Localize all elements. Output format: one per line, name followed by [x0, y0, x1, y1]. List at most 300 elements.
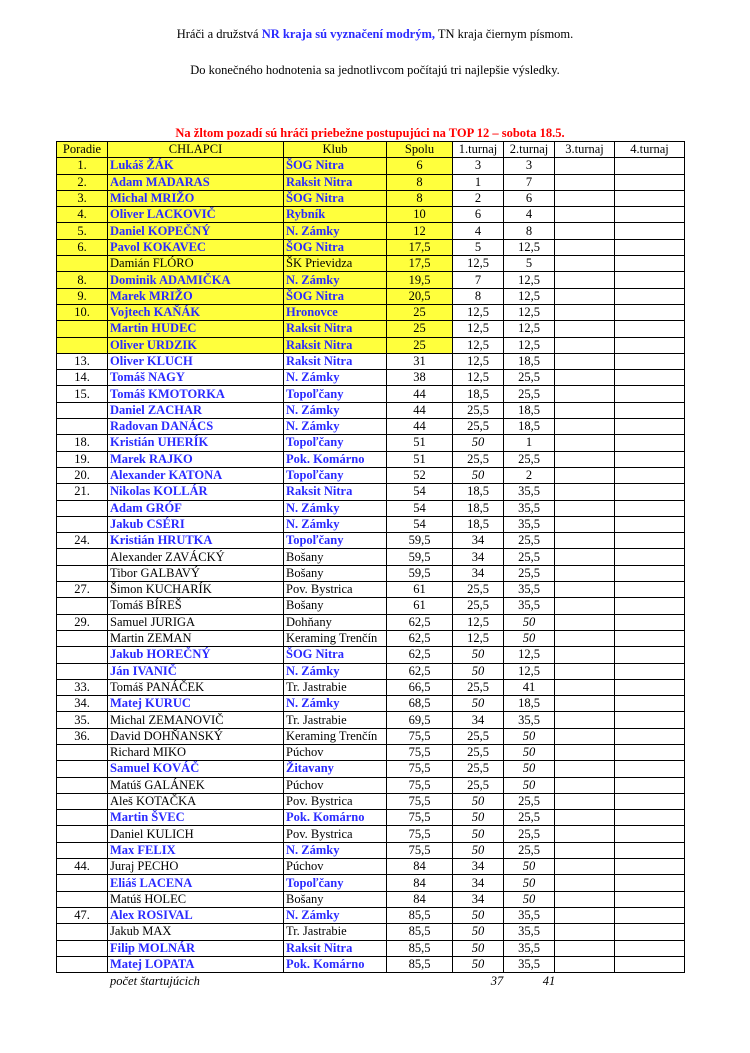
- club-cell: ŠOG Nitra: [284, 190, 387, 206]
- club-cell: Bošany: [284, 891, 387, 907]
- rank-cell: [57, 842, 108, 858]
- player-name-cell: Tomáš NAGY: [108, 370, 284, 386]
- rank-cell: 21.: [57, 484, 108, 500]
- tournament-4-cell: [615, 353, 685, 369]
- tournament-1-cell: 4: [453, 223, 504, 239]
- rank-cell: 9.: [57, 288, 108, 304]
- player-name-cell: Jakub HOREČNÝ: [108, 647, 284, 663]
- tournament-1-cell: 18,5: [453, 386, 504, 402]
- club-cell: Bošany: [284, 565, 387, 581]
- club-cell: Hronovce: [284, 304, 387, 320]
- player-name-cell: Michal ZEMANOVIČ: [108, 712, 284, 728]
- total-cell: 66,5: [387, 679, 453, 695]
- club-cell: N. Zámky: [284, 696, 387, 712]
- player-name-cell: Vojtech KAŇÁK: [108, 304, 284, 320]
- tournament-2-cell: 25,5: [504, 565, 555, 581]
- club-cell: N. Zámky: [284, 370, 387, 386]
- tournament-1-cell: 12,5: [453, 353, 504, 369]
- tournament-1-cell: 12,5: [453, 256, 504, 272]
- total-cell: 68,5: [387, 696, 453, 712]
- rank-cell: [57, 647, 108, 663]
- club-cell: Raksit Nitra: [284, 940, 387, 956]
- tournament-3-cell: [555, 907, 615, 923]
- tournament-3-cell: [555, 891, 615, 907]
- tournament-4-cell: [615, 712, 685, 728]
- club-cell: Raksit Nitra: [284, 484, 387, 500]
- club-cell: Keraming Trenčín: [284, 630, 387, 646]
- tournament-2-cell: 25,5: [504, 533, 555, 549]
- player-name-cell: Tomáš KMOTORKA: [108, 386, 284, 402]
- tournament-4-cell: [615, 614, 685, 630]
- tournament-4-cell: [615, 956, 685, 972]
- tournament-2-cell: 25,5: [504, 842, 555, 858]
- tournament-4-cell: [615, 467, 685, 483]
- tournament-1-cell: 3: [453, 158, 504, 174]
- club-cell: Bošany: [284, 598, 387, 614]
- results-table: [56, 141, 685, 973]
- tournament-2-cell: 50: [504, 891, 555, 907]
- tournament-4-cell: [615, 582, 685, 598]
- total-cell: 10: [387, 207, 453, 223]
- tournament-1-cell: 25,5: [453, 728, 504, 744]
- tournament-2-cell: 35,5: [504, 516, 555, 532]
- player-name-cell: Daniel KOPEČNÝ: [108, 223, 284, 239]
- club-cell: Topoľčany: [284, 386, 387, 402]
- tournament-2-cell: 35,5: [504, 598, 555, 614]
- player-name-cell: Samuel JURIGA: [108, 614, 284, 630]
- tournament-2-cell: 12,5: [504, 647, 555, 663]
- rank-cell: 33.: [57, 679, 108, 695]
- total-cell: 84: [387, 859, 453, 875]
- tournament-4-cell: [615, 940, 685, 956]
- tournament-2-cell: 25,5: [504, 793, 555, 809]
- club-cell: Pok. Komárno: [284, 956, 387, 972]
- tournament-2-cell: 12,5: [504, 272, 555, 288]
- club-cell: Bošany: [284, 549, 387, 565]
- player-name-cell: Ján IVANIČ: [108, 663, 284, 679]
- tournament-4-cell: [615, 288, 685, 304]
- tournament-3-cell: [555, 859, 615, 875]
- rank-cell: 15.: [57, 386, 108, 402]
- tournament-4-cell: [615, 174, 685, 190]
- starters-count-t2: 41: [542, 974, 556, 988]
- rank-cell: [57, 793, 108, 809]
- tournament-3-cell: [555, 174, 615, 190]
- tournament-4-cell: [615, 533, 685, 549]
- tournament-4-cell: [615, 810, 685, 826]
- tournament-2-cell: 50: [504, 630, 555, 646]
- table-row: [57, 598, 685, 614]
- tournament-3-cell: [555, 614, 615, 630]
- total-cell: 6: [387, 158, 453, 174]
- tournament-1-cell: 50: [453, 663, 504, 679]
- tournament-4-cell: [615, 223, 685, 239]
- tournament-2-cell: 1: [504, 435, 555, 451]
- tournament-1-cell: 12,5: [453, 321, 504, 337]
- player-name-cell: Damián FLÓRO: [108, 256, 284, 272]
- starters-label: počet štartujúcich: [110, 974, 200, 988]
- club-cell: Pov. Bystrica: [284, 582, 387, 598]
- club-cell: Tr. Jastrabie: [284, 679, 387, 695]
- tournament-1-cell: 12,5: [453, 630, 504, 646]
- tournament-4-cell: [615, 728, 685, 744]
- tournament-1-cell: 34: [453, 859, 504, 875]
- tournament-2-cell: 50: [504, 744, 555, 760]
- tournament-3-cell: [555, 190, 615, 206]
- club-cell: Topoľčany: [284, 875, 387, 891]
- header-club: Klub: [284, 142, 387, 158]
- player-name-cell: Filip MOLNÁR: [108, 940, 284, 956]
- tournament-2-cell: 50: [504, 875, 555, 891]
- tournament-3-cell: [555, 419, 615, 435]
- tournament-2-cell: 35,5: [504, 956, 555, 972]
- tournament-1-cell: 18,5: [453, 484, 504, 500]
- intro-text-blue: NR kraja sú vyznačení modrým,: [261, 27, 435, 41]
- tournament-4-cell: [615, 842, 685, 858]
- club-cell: Púchov: [284, 777, 387, 793]
- total-cell: 12: [387, 223, 453, 239]
- tournament-3-cell: [555, 956, 615, 972]
- tournament-1-cell: 50: [453, 647, 504, 663]
- club-cell: ŠOG Nitra: [284, 288, 387, 304]
- total-cell: 51: [387, 451, 453, 467]
- tournament-2-cell: 35,5: [504, 907, 555, 923]
- rank-cell: 18.: [57, 435, 108, 451]
- player-name-cell: Tomáš BÍREŠ: [108, 598, 284, 614]
- rank-cell: [57, 940, 108, 956]
- rank-cell: [57, 956, 108, 972]
- rank-cell: [57, 402, 108, 418]
- table-row: [57, 712, 685, 728]
- rank-cell: [57, 337, 108, 353]
- rank-cell: [57, 761, 108, 777]
- tournament-4-cell: [615, 663, 685, 679]
- rank-cell: 14.: [57, 370, 108, 386]
- player-name-cell: Aleš KOTAČKA: [108, 793, 284, 809]
- tournament-2-cell: 25,5: [504, 451, 555, 467]
- table-row: [57, 614, 685, 630]
- player-name-cell: Alexander KATONA: [108, 467, 284, 483]
- total-cell: 54: [387, 516, 453, 532]
- tournament-3-cell: [555, 207, 615, 223]
- tournament-4-cell: [615, 516, 685, 532]
- tournament-4-cell: [615, 777, 685, 793]
- tournament-2-cell: 50: [504, 761, 555, 777]
- tournament-3-cell: [555, 712, 615, 728]
- player-name-cell: Daniel ZACHAR: [108, 402, 284, 418]
- table-row: [57, 467, 685, 483]
- club-cell: N. Zámky: [284, 663, 387, 679]
- total-cell: 8: [387, 190, 453, 206]
- header-t1: 1.turnaj: [453, 142, 504, 158]
- total-cell: 62,5: [387, 663, 453, 679]
- tournament-3-cell: [555, 793, 615, 809]
- tournament-2-cell: 3: [504, 158, 555, 174]
- table-row: [57, 337, 685, 353]
- total-cell: 84: [387, 875, 453, 891]
- tournament-2-cell: 7: [504, 174, 555, 190]
- tournament-3-cell: [555, 353, 615, 369]
- total-cell: 75,5: [387, 793, 453, 809]
- tournament-4-cell: [615, 647, 685, 663]
- table-row: [57, 565, 685, 581]
- total-cell: 44: [387, 386, 453, 402]
- table-row: [57, 190, 685, 206]
- rank-cell: 44.: [57, 859, 108, 875]
- tournament-1-cell: 1: [453, 174, 504, 190]
- tournament-3-cell: [555, 842, 615, 858]
- rank-cell: 19.: [57, 451, 108, 467]
- total-cell: 75,5: [387, 810, 453, 826]
- tournament-1-cell: 34: [453, 712, 504, 728]
- tournament-3-cell: [555, 435, 615, 451]
- player-name-cell: Jakub MAX: [108, 924, 284, 940]
- tournament-2-cell: 41: [504, 679, 555, 695]
- club-cell: Púchov: [284, 859, 387, 875]
- rank-cell: [57, 663, 108, 679]
- rank-cell: 36.: [57, 728, 108, 744]
- table-row: [57, 728, 685, 744]
- table-row: [57, 223, 685, 239]
- player-name-cell: Matej KURUC: [108, 696, 284, 712]
- rank-cell: 29.: [57, 614, 108, 630]
- tournament-3-cell: [555, 582, 615, 598]
- player-name-cell: Matúš HOLEC: [108, 891, 284, 907]
- tournament-2-cell: 25,5: [504, 826, 555, 842]
- intro-line-2: Do konečného hodnotenia sa jednotlivcom počítajú tri najlepšie výsledky.: [190, 63, 560, 77]
- table-row: [57, 875, 685, 891]
- player-name-cell: Martin ZEMAN: [108, 630, 284, 646]
- table-row: [57, 370, 685, 386]
- player-name-cell: David DOHŇANSKÝ: [108, 728, 284, 744]
- total-cell: 85,5: [387, 940, 453, 956]
- results-body: [57, 158, 685, 973]
- tournament-4-cell: [615, 484, 685, 500]
- tournament-3-cell: [555, 549, 615, 565]
- tournament-4-cell: [615, 793, 685, 809]
- tournament-4-cell: [615, 598, 685, 614]
- rank-cell: [57, 826, 108, 842]
- tournament-3-cell: [555, 647, 615, 663]
- rank-cell: [57, 777, 108, 793]
- player-name-cell: Radovan DANÁCS: [108, 419, 284, 435]
- table-row: [57, 630, 685, 646]
- rank-cell: [57, 875, 108, 891]
- table-row: [57, 744, 685, 760]
- tournament-2-cell: 50: [504, 728, 555, 744]
- tournament-1-cell: 7: [453, 272, 504, 288]
- tournament-4-cell: [615, 500, 685, 516]
- total-cell: 44: [387, 419, 453, 435]
- rank-cell: [57, 891, 108, 907]
- total-cell: 54: [387, 484, 453, 500]
- tournament-3-cell: [555, 826, 615, 842]
- rank-cell: [57, 598, 108, 614]
- total-cell: 25: [387, 304, 453, 320]
- tournament-3-cell: [555, 239, 615, 255]
- player-name-cell: Juraj PECHO: [108, 859, 284, 875]
- tournament-2-cell: 8: [504, 223, 555, 239]
- club-cell: N. Zámky: [284, 907, 387, 923]
- header-t3: 3.turnaj: [555, 142, 615, 158]
- rank-cell: [57, 256, 108, 272]
- tournament-4-cell: [615, 891, 685, 907]
- tournament-4-cell: [615, 256, 685, 272]
- total-cell: 69,5: [387, 712, 453, 728]
- tournament-3-cell: [555, 451, 615, 467]
- tournament-2-cell: 35,5: [504, 582, 555, 598]
- tournament-2-cell: 50: [504, 614, 555, 630]
- tournament-2-cell: 35,5: [504, 500, 555, 516]
- tournament-3-cell: [555, 696, 615, 712]
- rank-cell: [57, 744, 108, 760]
- tournament-3-cell: [555, 761, 615, 777]
- tournament-3-cell: [555, 598, 615, 614]
- tournament-4-cell: [615, 826, 685, 842]
- table-row: [57, 435, 685, 451]
- header-name: CHLAPCI: [108, 142, 284, 158]
- tournament-2-cell: 5: [504, 256, 555, 272]
- club-cell: Dohňany: [284, 614, 387, 630]
- rank-cell: [57, 419, 108, 435]
- player-name-cell: Matúš GALÁNEK: [108, 777, 284, 793]
- player-name-cell: Adam GRÓF: [108, 500, 284, 516]
- tournament-4-cell: [615, 190, 685, 206]
- rank-cell: 20.: [57, 467, 108, 483]
- tournament-4-cell: [615, 304, 685, 320]
- player-name-cell: Richard MIKO: [108, 744, 284, 760]
- club-cell: Keraming Trenčín: [284, 728, 387, 744]
- rank-cell: [57, 549, 108, 565]
- tournament-4-cell: [615, 370, 685, 386]
- club-cell: N. Zámky: [284, 500, 387, 516]
- tournament-3-cell: [555, 500, 615, 516]
- table-row: [57, 859, 685, 875]
- club-cell: N. Zámky: [284, 516, 387, 532]
- tournament-1-cell: 25,5: [453, 761, 504, 777]
- tournament-1-cell: 34: [453, 549, 504, 565]
- tournament-1-cell: 34: [453, 565, 504, 581]
- total-cell: 75,5: [387, 842, 453, 858]
- tournament-4-cell: [615, 435, 685, 451]
- player-name-cell: Alex ROSIVAL: [108, 907, 284, 923]
- table-row: [57, 158, 685, 174]
- tournament-3-cell: [555, 533, 615, 549]
- club-cell: Topoľčany: [284, 435, 387, 451]
- table-row: [57, 777, 685, 793]
- rank-cell: [57, 810, 108, 826]
- tournament-2-cell: 12,5: [504, 288, 555, 304]
- tournament-4-cell: [615, 679, 685, 695]
- tournament-4-cell: [615, 761, 685, 777]
- header-row: [57, 142, 685, 158]
- club-cell: Raksit Nitra: [284, 353, 387, 369]
- rank-cell: 10.: [57, 304, 108, 320]
- tournament-1-cell: 50: [453, 696, 504, 712]
- tournament-3-cell: [555, 940, 615, 956]
- rank-cell: 35.: [57, 712, 108, 728]
- table-row: [57, 826, 685, 842]
- tournament-1-cell: 25,5: [453, 679, 504, 695]
- intro-line-1: [0, 27, 750, 42]
- total-cell: 19,5: [387, 272, 453, 288]
- table-row: [57, 663, 685, 679]
- table-row: [57, 419, 685, 435]
- intro-text-c: TN kraja čiernym písmom.: [435, 27, 574, 41]
- tournament-2-cell: 35,5: [504, 484, 555, 500]
- player-name-cell: Daniel KULICH: [108, 826, 284, 842]
- table-row: [57, 907, 685, 923]
- table-row: [57, 940, 685, 956]
- total-cell: 62,5: [387, 647, 453, 663]
- tournament-3-cell: [555, 158, 615, 174]
- total-cell: 54: [387, 500, 453, 516]
- tournament-4-cell: [615, 744, 685, 760]
- table-row: [57, 516, 685, 532]
- table-row: [57, 304, 685, 320]
- tournament-1-cell: 50: [453, 793, 504, 809]
- club-cell: Rybník: [284, 207, 387, 223]
- tournament-3-cell: [555, 370, 615, 386]
- table-row: [57, 353, 685, 369]
- tournament-2-cell: 2: [504, 467, 555, 483]
- tournament-4-cell: [615, 337, 685, 353]
- total-cell: 75,5: [387, 777, 453, 793]
- tournament-2-cell: 35,5: [504, 940, 555, 956]
- club-cell: Púchov: [284, 744, 387, 760]
- tournament-1-cell: 50: [453, 924, 504, 940]
- tournament-3-cell: [555, 777, 615, 793]
- header-t4: 4.turnaj: [615, 142, 685, 158]
- tournament-4-cell: [615, 924, 685, 940]
- tournament-1-cell: 25,5: [453, 402, 504, 418]
- table-row: [57, 891, 685, 907]
- tournament-1-cell: 50: [453, 956, 504, 972]
- player-name-cell: Nikolas KOLLÁR: [108, 484, 284, 500]
- table-row: [57, 174, 685, 190]
- total-cell: 52: [387, 467, 453, 483]
- table-row: [57, 696, 685, 712]
- table-row: [57, 956, 685, 972]
- player-name-cell: Oliver URDZIK: [108, 337, 284, 353]
- tournament-3-cell: [555, 565, 615, 581]
- player-name-cell: Šimon KUCHARÍK: [108, 582, 284, 598]
- total-cell: 61: [387, 582, 453, 598]
- tournament-2-cell: 35,5: [504, 712, 555, 728]
- player-name-cell: Samuel KOVÁČ: [108, 761, 284, 777]
- tournament-1-cell: 12,5: [453, 337, 504, 353]
- tournament-2-cell: 18,5: [504, 419, 555, 435]
- player-name-cell: Marek MRIŽO: [108, 288, 284, 304]
- tournament-3-cell: [555, 679, 615, 695]
- tournament-4-cell: [615, 549, 685, 565]
- rank-cell: [57, 924, 108, 940]
- tournament-3-cell: [555, 924, 615, 940]
- tournament-3-cell: [555, 304, 615, 320]
- tournament-4-cell: [615, 158, 685, 174]
- tournament-1-cell: 18,5: [453, 500, 504, 516]
- intro-text-a: Hráči a družstvá: [176, 27, 262, 41]
- tournament-2-cell: 25,5: [504, 810, 555, 826]
- tournament-3-cell: [555, 223, 615, 239]
- player-name-cell: Pavol KOKAVEC: [108, 239, 284, 255]
- header-t2: 2.turnaj: [504, 142, 555, 158]
- club-cell: N. Zámky: [284, 419, 387, 435]
- total-cell: 25: [387, 337, 453, 353]
- tournament-1-cell: 50: [453, 907, 504, 923]
- total-cell: 59,5: [387, 533, 453, 549]
- tournament-1-cell: 12,5: [453, 370, 504, 386]
